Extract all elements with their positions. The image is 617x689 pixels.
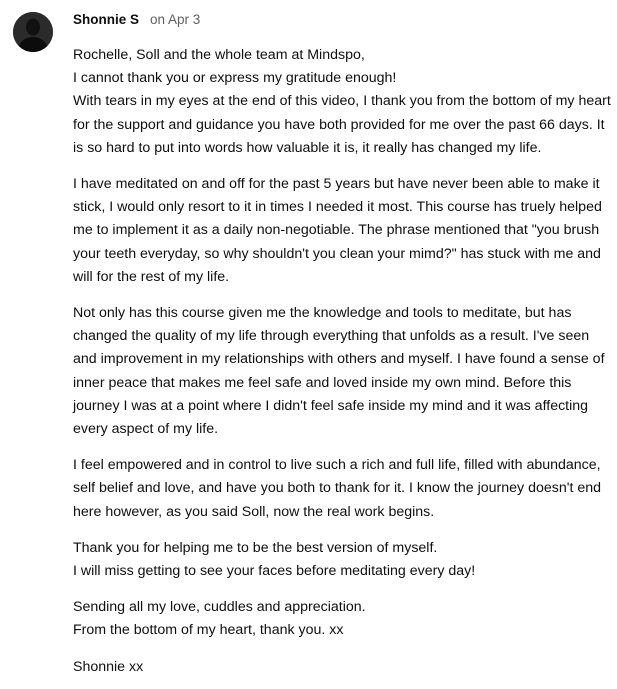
comment-text-line: Sending all my love, cuddles and appreciation. xyxy=(73,599,366,616)
comment-text-line: Not only has this course given me the knowledge and tools to meditate, but has xyxy=(73,305,572,322)
comment-text-line: Shonnie xx xyxy=(73,658,144,675)
comment-text-line: changed the quality of my life through everything that unfolds as a result. I've seen xyxy=(73,328,590,345)
comment-paragraph xyxy=(73,537,611,583)
avatar[interactable] xyxy=(13,12,53,52)
comment-paragraph xyxy=(73,596,611,642)
user-avatar-icon xyxy=(13,12,53,52)
comment-text-line: Thank you for helping me to be the best version of myself. xyxy=(73,539,438,556)
comment-text-line: me to implement it as a daily non-negotiable. The phrase mentioned that "you brush xyxy=(73,222,600,239)
comment-text-line: self belief and love, and have you both to thank for it. I know the journey doesn't end xyxy=(73,480,601,497)
comment-body xyxy=(73,44,611,679)
comment-date[interactable]: on Apr 3 xyxy=(150,12,201,27)
comment-text-line: and improvement in my relationships with others and myself. I have found a sense of xyxy=(73,351,605,368)
comment-text-line: I will miss getting to see your faces before meditating every day! xyxy=(73,563,476,580)
comment-text-line: journey I was at a point where I didn't feel safe inside my mind and it was affecting xyxy=(73,397,589,414)
author-name[interactable]: Shonnie S xyxy=(73,12,140,27)
comment-text-line: your teeth everyday, so why shouldn't you clean your mimd?" has stuck with me and xyxy=(73,245,601,262)
comment-paragraph xyxy=(73,302,611,441)
comment-text-line: I cannot thank you or express my gratitude enough! xyxy=(73,70,397,87)
comment-text-line: I have meditated on and off for the past 5 years but have never been able to make it xyxy=(73,176,600,193)
comment-paragraph xyxy=(73,44,611,160)
comment-text-line: Rochelle, Soll and the whole team at Mindspo, xyxy=(73,47,365,63)
comment-paragraph xyxy=(73,454,611,524)
comment-paragraph xyxy=(73,656,611,679)
comment-text-line: every aspect of my life. xyxy=(73,421,219,438)
comment-text-line: I feel empowered and in control to live such a rich and full life, filled with abundance, xyxy=(73,457,601,474)
comment-text-line: here however, as you said Soll, now the real work begins. xyxy=(73,503,435,520)
comment-text-line: From the bottom of my heart, thank you. xx xyxy=(73,622,344,639)
comment-text-line: stick, I would only resort to it in times I needed it most. This course has truely helped xyxy=(73,199,602,216)
comment-paragraph xyxy=(73,173,611,289)
comment-header xyxy=(73,12,200,32)
comment-text-line: With tears in my eyes at the end of this video, I thank you from the bottom of my heart xyxy=(73,93,611,110)
comment-text-line: will for the rest of my life. xyxy=(73,268,230,285)
comment-text-line: inner peace that makes me feel safe and loved inside my own mind. Before this xyxy=(73,374,572,391)
comment-text-line: for the support and guidance you have both provided for me over the past 66 days. It xyxy=(73,116,605,133)
comment-text-line: is so hard to put into words how valuable it is, it really has changed my life. xyxy=(73,139,542,156)
